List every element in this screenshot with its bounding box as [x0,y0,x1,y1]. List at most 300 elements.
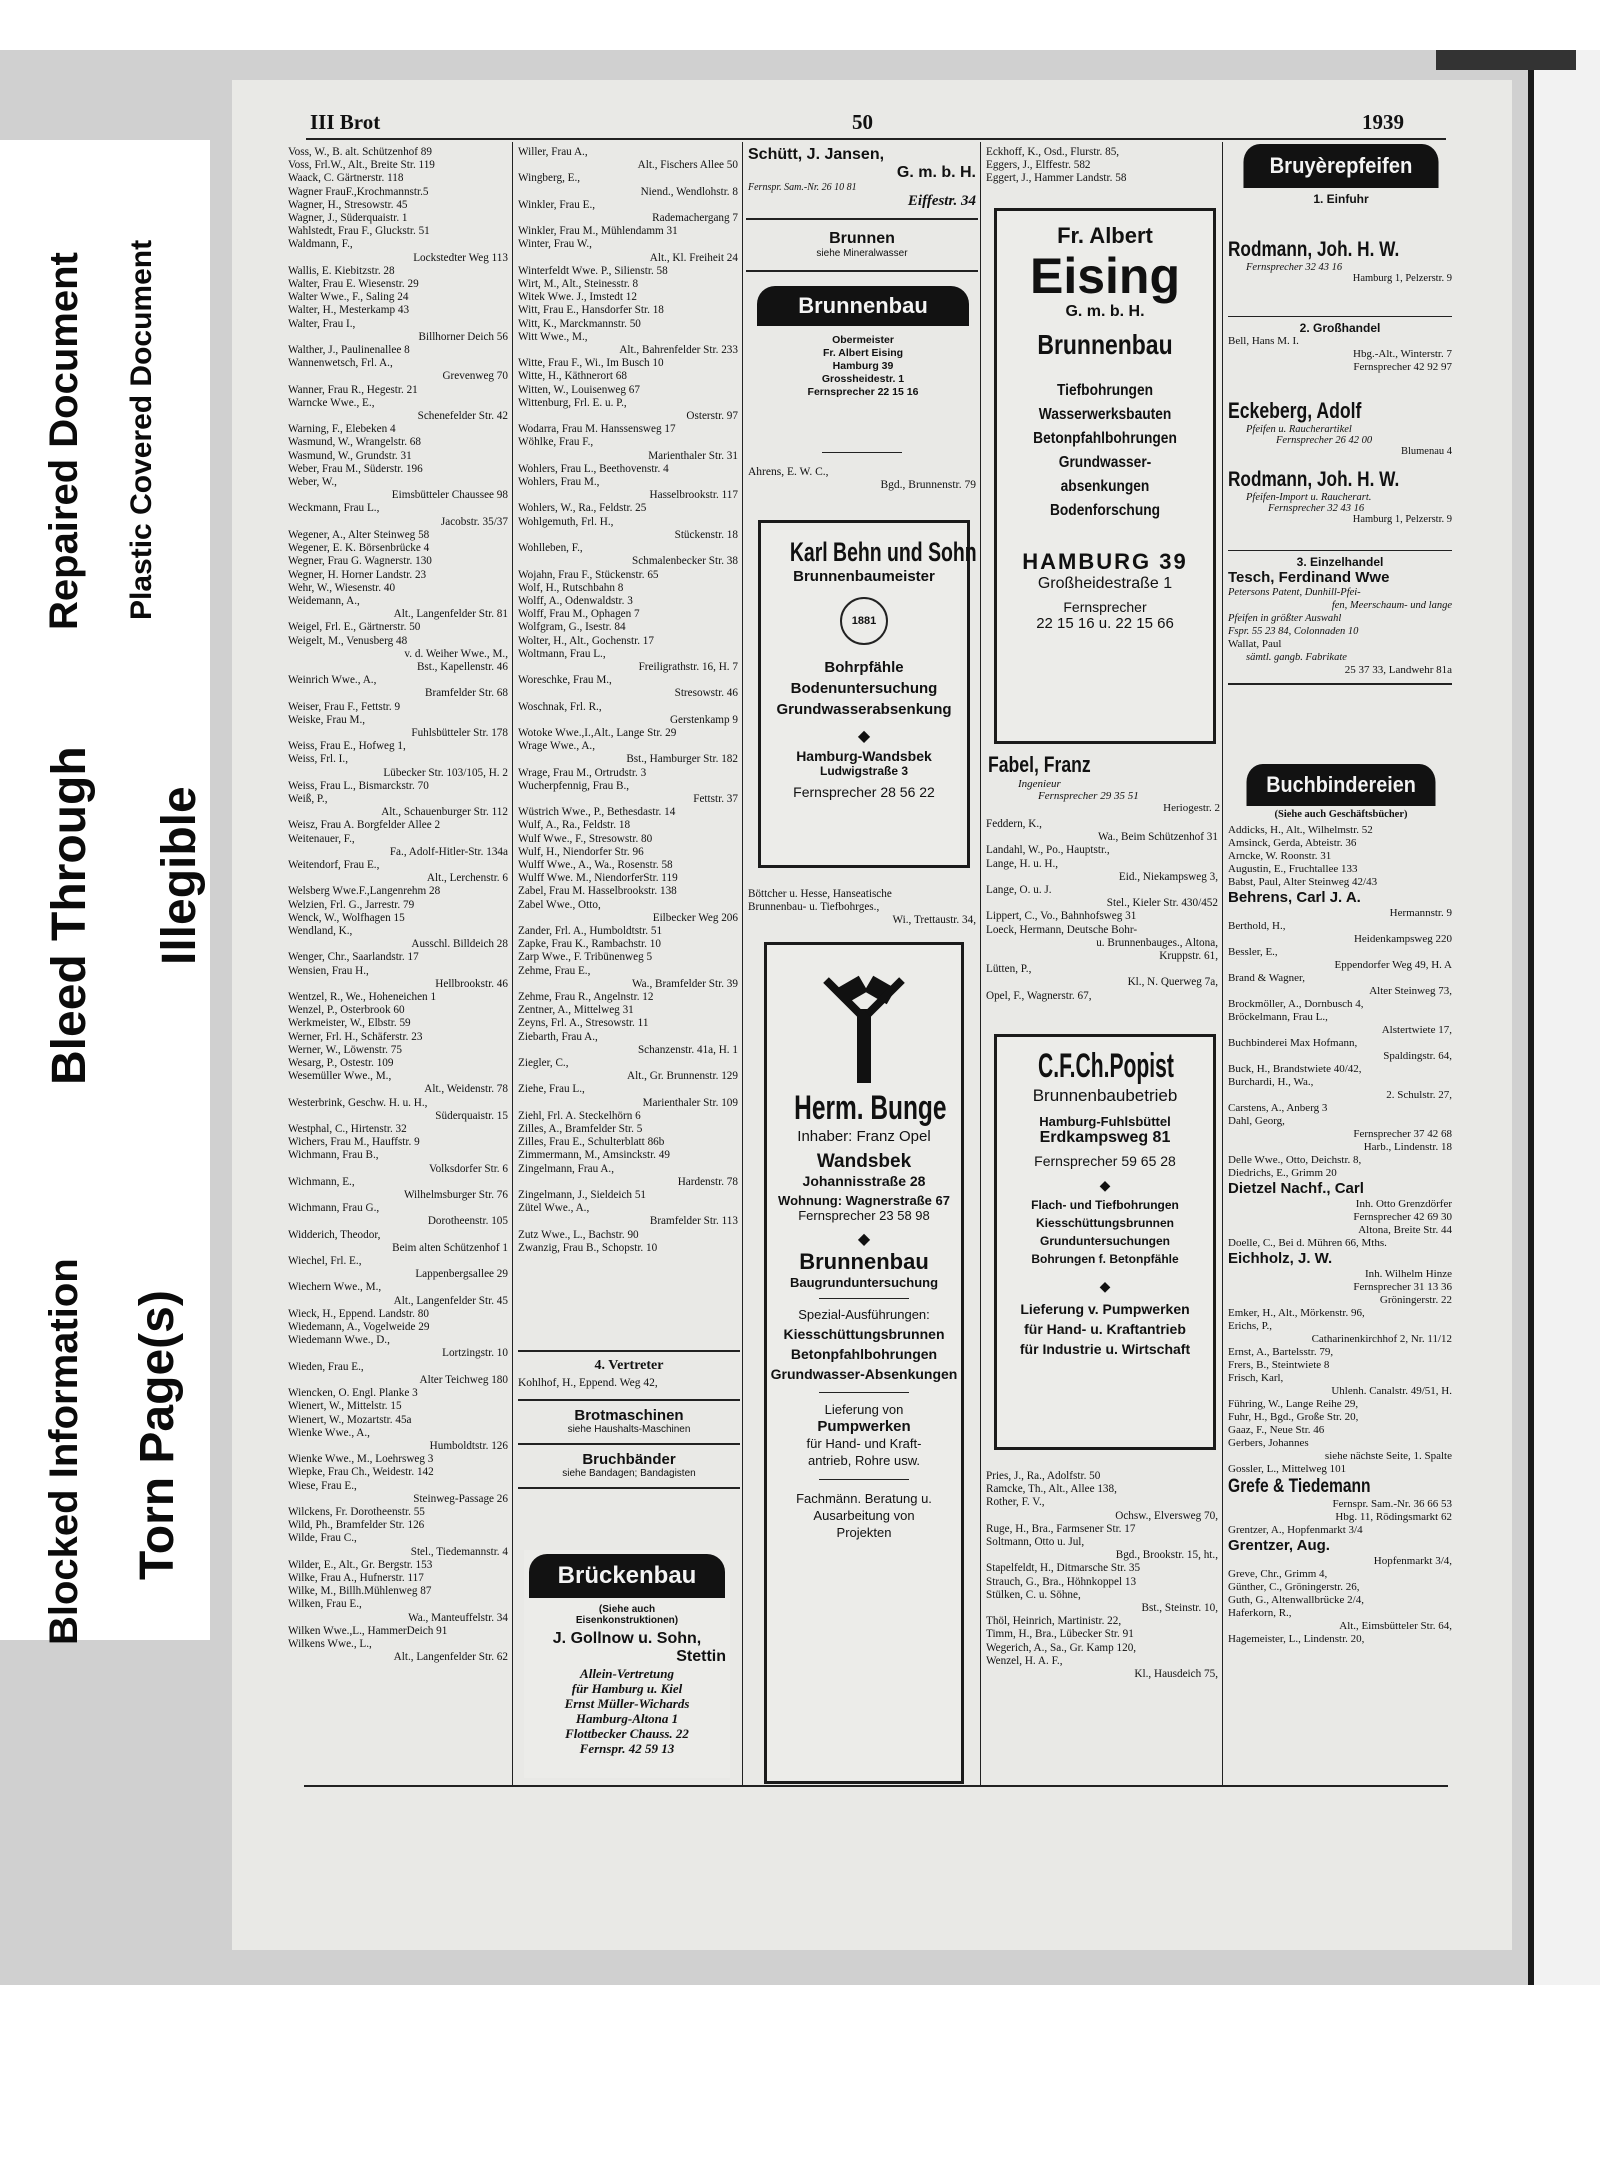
list-item: Walter, Frau I., [288,317,356,330]
list-item: Eid., Niekampsweg 3, [1118,870,1218,883]
list-item: Humboldtstr. 126 [429,1439,508,1452]
list-item: Weiß, P., [288,792,328,805]
grosshandel-section [1228,316,1452,374]
popist-diamond: ◆ [1099,1177,1111,1193]
popist-d1: Lieferung v. Pumpwerken [1020,1301,1190,1317]
eising-s1: Tiefbohrungen [1056,382,1154,399]
list-item: Wingberg, E., [518,172,581,185]
popist-s2: Kiesschüttungsbrunnen [1035,1216,1174,1230]
list-item: Wentzel, R., We., Hoheneichen 1 [288,991,437,1003]
bruecken-firm1: J. Gollnow u. Sohn, [552,1630,702,1647]
ahrens-l2: Bgd., Brunnenstr. 79 [880,479,976,491]
list-item: Zingelmann, J., Sieldeich 51 [518,1189,647,1202]
list-item: Wiechel, Frl. E., [288,1255,362,1268]
section-rule [518,1487,740,1489]
brunnen-title: Brunnen [829,230,895,247]
bunge-f2: Ausarbeitung von [813,1508,915,1523]
list-item: Eggert, J., Hammer Landstr. 58 [986,172,1127,185]
grentzer-name: Grentzer, Aug. [1228,1537,1330,1554]
list-item: Zilles, Frau E., Schulterblatt 86b [518,1136,665,1149]
popist-title: C.F.Ch.Popist [1038,1047,1174,1085]
list-item: Zilles, A., Bramfelder Str. 5 [518,1123,643,1136]
popist-s3: Grunduntersuchungen [1040,1234,1170,1248]
list-item: Alt., Langenfelder Str. 62 [393,1651,508,1664]
list-item: Wilken, Frau E., [288,1598,362,1611]
section-header: III Brot [310,110,381,134]
list-item: Schanzenstr. 41a, H. 1 [637,1043,738,1056]
list-item: Alt., Weidenstr. 78 [424,1083,508,1096]
rodmann1-l1: Fernsprecher 32 43 16 [1246,262,1343,273]
list-item: Volksdorfer Str. 6 [428,1162,508,1175]
list-item: Welzien, Frl. G., Jarrestr. 79 [288,898,415,911]
list-item: Wiedemann, A., Vogelweide 29 [288,1321,430,1334]
directory-page [232,80,1512,1950]
popist-l1: Hamburg-Fuhlsbüttel [1039,1114,1171,1129]
eckeberg-l3: Blumenau 4 [1400,446,1452,457]
list-item: Wirt, M., Alt., Steinesstr. 8 [518,278,639,291]
bunge-d3: für Hand- und Kraft- [806,1436,922,1451]
boettcher-l1: Böttcher u. Hesse, Hanseatische [748,888,892,900]
list-item: Uhlenh. Canalstr. 49/51, H. [1331,1385,1452,1397]
list-item: Willer, Frau A., [518,146,588,158]
list-item: Opel, F., Wagnerstr. 67, [986,989,1092,1002]
list-item: Niend., Wendlohstr. 8 [640,185,738,198]
bb-group-6 [1228,1555,1452,1646]
list-item: Witt, K., Marckmannstr. 50 [518,317,641,330]
list-item: Bgd., Brookstr. 15, ht., [1115,1549,1218,1562]
list-item: Wichmann, E., [288,1175,355,1188]
column-entries-4-top [986,146,1218,190]
short-rule [822,452,902,453]
popist-s4: Bohrungen f. Betonpfähle [1031,1252,1179,1266]
bunge-home: Wohnung: Wagnerstraße 67 [778,1193,950,1208]
list-item: Wagner, H., Stresowstr. 45 [288,198,408,211]
list-item: Hbg.-Alt., Winterstr. 7 [1353,348,1452,360]
list-item: Voss, W., B. alt. Schützenhof 89 [288,146,432,158]
list-item: Gröningerstr. 22 [1379,1294,1452,1306]
list-item: Augustin, E., Fruchtallee 133 [1228,863,1358,875]
boettcher-l3: Wi., Trettaustr. 34, [892,914,976,926]
brunnen-sub: siehe Mineralwasser [816,248,908,259]
bunge-owner: Inhaber: Franz Opel [797,1128,931,1145]
list-item: Stapelfeldt, H., Ditmarsche Str. 35 [986,1562,1141,1575]
list-item: Wichmann, Frau B., [288,1149,379,1162]
list-item: Winkler, Frau E., [518,198,596,211]
list-item: Inh. Wilhelm Hinze [1364,1268,1452,1280]
eckeberg-name: Eckeberg, Adolf [1228,398,1362,423]
bunge-hammers-icon [809,973,919,1083]
schuett-line2: G. m. b. H. [896,164,976,181]
bruecken-firm2: Stettin [676,1648,726,1665]
bruecken-l6: Fernspr. 42 59 13 [579,1741,675,1756]
label-blocked-information: Blocked Information [42,1258,86,1645]
list-item: Witt, Frau E., Hansdorfer Str. 18 [518,304,664,317]
eising-street: Großheidestraße 1 [1037,575,1173,592]
list-item: Buck, H., Brandstwiete 40/42, [1228,1063,1362,1075]
list-item: Bramfelder Str. 113 [649,1215,738,1228]
list-item: Wulff Wwe., A., Wa., Rosenstr. 58 [518,858,673,871]
eckeberg-l2: Fernsprecher 26 42 00 [1276,435,1373,446]
list-item: Weiske, Frau M., [288,713,366,726]
behn-street: Ludwigstraße 3 [819,764,908,778]
list-item: Zeyns, Frl. A., Stresowstr. 11 [518,1017,649,1030]
list-item: Wendland, K., [288,924,353,937]
list-item: Führing, W., Lange Reihe 29, [1228,1398,1359,1410]
list-item: Gossler, L., Mittelweg 101 [1228,1463,1347,1475]
eising-name: Eising [1029,248,1181,304]
bruecken-l1: Allein-Vertretung [580,1666,674,1681]
list-item: Wenger, Chr., Saarlandstr. 17 [288,951,419,964]
adjacent-page-edge [1528,50,1600,1985]
list-item: Wagner FrauF.,Krochmannstr.5 [288,185,429,198]
list-item: Heidenkampsweg 220 [1353,933,1452,945]
ahrens-l1: Ahrens, E. W. C., [748,466,829,478]
list-item: Ziebarth, Frau A., [518,1030,598,1043]
list-item: Wienke Wwe., M., Loehrsweg 3 [288,1453,434,1466]
bruyere-tag: Bruyèrepfeifen [1243,144,1438,188]
fabel-l2: Fernsprecher 29 35 51 [1038,790,1139,802]
list-item: Gerstenkamp 9 [669,713,738,726]
short-rule [819,1479,909,1480]
obermeister-l1: Obermeister [832,334,894,346]
list-item: Wegerich, A., Sa., Gr. Kamp 120, [986,1641,1137,1654]
section-rule [1228,550,1452,551]
list-item: Wittenburg, Frl. E. u. P., [518,396,627,409]
list-item: Alter Teichweg 180 [419,1373,508,1386]
list-item: Lortzingstr. 10 [442,1347,508,1360]
list-item: Wesemüller Wwe., M., [288,1070,392,1083]
list-item: Wichmann, Frau G., [288,1202,380,1215]
list-item: Wilckens, Fr. Dorotheenstr. 55 [288,1505,425,1518]
list-item: Eilbecker Weg 206 [652,911,738,924]
bunge-f3: Projekten [836,1525,892,1540]
list-item: Loeck, Hermann, Deutsche Bohr- [986,923,1138,936]
list-item: Fuhlsbütteler Str. 178 [411,726,508,739]
list-item: Frisch, Karl, [1228,1372,1284,1384]
list-item: Alstertwiete 17, [1381,1024,1452,1036]
boettcher-l2: Brunnenbau- u. Tiefbohrges., [748,901,880,913]
list-item: Delle Wwe., Otto, Deichstr. 8, [1228,1154,1362,1166]
list-item: Weber, W., [288,476,337,489]
bunge-d1: Lieferung von [824,1402,904,1417]
bunge-d4: antrieb, Rohre usw. [807,1453,920,1468]
bruecken-l5: Flottbecker Chauss. 22 [565,1726,689,1741]
list-item: Wodarra, Frau M. Hanssensweg 17 [518,423,676,436]
list-item: Stülken, C. u. Söhne, [986,1588,1081,1601]
bruecken-l4: Hamburg-Altona 1 [575,1711,679,1726]
list-item: Gaaz, F., Neue Str. 46 [1228,1424,1325,1436]
behn-title: Karl Behn und Sohn [789,537,977,567]
list-item: Weckmann, Frau L., [288,502,380,515]
list-item: Fernspr. Sam.-Nr. 36 66 53 [1332,1498,1452,1510]
buchbinder-list [1228,824,1452,1646]
list-item: Wilke, Frau A., Hufnerstr. 117 [288,1571,424,1584]
list-item: Wolfgram, G., Isestr. 84 [518,621,626,634]
list-item: u. Brunnenbauges., Altona, [1096,936,1218,949]
list-item: Zimmermann, M., Amsinckstr. 49 [518,1149,670,1162]
list-item: Zapke, Frau K., Rambachstr. 10 [518,938,661,951]
label-torn-pages: Torn Page(s) [131,1290,184,1580]
list-item: Alter Steinweg 73, [1369,985,1452,997]
schuett-line3: Fernspr. Sam.-Nr. 26 10 81 [748,182,857,193]
list-item: Kl., N. Querweg 7a, [1127,976,1218,989]
list-item: Wohlgemuth, Frl. H., [518,515,614,528]
list-item: Marienthaler Str. 109 [642,1096,738,1109]
bunge-diamond: ◆ [857,1231,871,1248]
karl-behn-ad [758,520,977,868]
popist-s1: Flach- und Tiefbohrungen [1031,1198,1179,1212]
bunge-phone: Fernsprecher 23 58 98 [798,1208,930,1223]
rodmann2-l3: Hamburg 1, Pelzerstr. 9 [1352,514,1452,525]
bb-group-5 [1228,1498,1452,1537]
eising-city: HAMBURG 39 [1022,549,1188,574]
list-item: Schmalenbecker Str. 38 [632,555,738,568]
list-item: Lange, O. u. J. [986,884,1052,897]
list-item: Weitendorf, Frau E., [288,858,380,871]
list-item: Werkmeister, W., Elbstr. 59 [288,1017,411,1030]
list-item: Weidemann, A., [288,594,360,607]
buchbinder-header [1226,764,1456,820]
list-item: Arncke, W. Roonstr. 31 [1228,850,1332,862]
bunge-title: Herm. Bunge [794,1089,947,1127]
eckeberg-entry [1228,398,1452,457]
list-item: Alt., Bahrenfelder Str. 233 [619,344,738,357]
list-item: Süderquaistr. 15 [435,1109,508,1122]
list-item: Witt Wwe., M., [518,330,588,343]
list-item: Wannenwetsch, Frl. A., [288,357,393,370]
label-bleed-through: Bleed Through [43,746,96,1085]
list-item: Alt., Lerchenstr. 6 [426,872,508,885]
page-number: 50 [852,110,873,134]
list-item: Weiss, Frau L., Bismarckstr. 70 [288,779,429,792]
list-item: Zingelmann, Frau A., [518,1162,615,1175]
list-item: fen, Meerschaum- und lange [1331,600,1452,611]
section-rule [518,1443,740,1445]
list-item: Hardenstr. 78 [677,1175,738,1188]
list-item: Fernsprecher 42 92 97 [1353,361,1452,373]
vertreter-entry: Kohlhof, H., Eppend. Weg 42, [518,1377,658,1389]
obermeister-l3: Hamburg 39 [832,360,894,372]
list-item: Witek Wwe. J., Imstedt 12 [518,291,637,304]
bunge-h3: Baugrunduntersuchung [789,1275,939,1290]
list-item: Werner, Frl. H., Schäferstr. 23 [288,1030,423,1043]
bruecken-sub1: (Siehe auch [598,1604,656,1615]
column-rule [980,142,981,1785]
binding-tab [1436,50,1576,70]
list-item: Bell, Hans M. I. [1228,335,1299,347]
list-item: Hellbrookstr. 46 [435,977,508,990]
list-item: Wucherpfennig, Frau B., [518,779,630,792]
list-item: Babst, Paul, Alter Steinweg 42/43 [1228,876,1378,888]
list-item: Westerbrink, Geschw. H. u. H., [288,1096,428,1109]
list-item: Alt., Langenfelder Str. 81 [393,608,508,621]
bb-group-4 [1228,1268,1452,1476]
footer-rule [304,1785,1448,1787]
column-entries-4-bottom [986,1470,1218,1782]
list-item: Wegner, Frau G. Wagnerstr. 130 [288,555,432,568]
list-item: Wenzel, P., Osterbrook 60 [288,1004,405,1017]
fabel-entry [988,752,1220,814]
list-item: Inh. Otto Grenzdörfer [1355,1198,1452,1210]
behn-l2: Bodenuntersuchung [790,680,938,697]
schuett-line4: Eiffestr. 34 [907,193,976,209]
list-item: Eppendorfer Weg 49, H. A [1334,959,1452,971]
list-item: Waack, C. Gärtnerstr. 118 [288,172,404,185]
popist-sub: Brunnenbaubetrieb [1032,1086,1178,1105]
list-item: Wilhelmsburger Str. 76 [403,1189,508,1202]
col2-lower-section [518,1350,740,1489]
list-item: Wa., Bramfelder Str. 39 [632,977,738,990]
section-rule [746,218,978,220]
bb-group-1 [1228,824,1452,889]
list-item: Weiss, Frl. I., [288,753,349,766]
list-item: Lappenbergsallee 29 [415,1268,508,1281]
list-item: Witte, H., Käthnerort 68 [518,370,627,383]
list-item: Wienert, W., Mozartstr. 45a [288,1413,412,1426]
list-item: Grentzer, A., Hopfenmarkt 3/4 [1228,1524,1363,1536]
list-item: Wilke, M., Billh.Mühlenweg 87 [288,1585,432,1598]
list-item: Weinrich Wwe., A., [288,674,377,687]
list-item: Gerbers, Johannes [1228,1437,1309,1449]
buchbinder-tag: Buchbindereien [1247,764,1436,806]
behn-sub: Brunnenbaumeister [793,568,935,585]
tesch-name: Tesch, Ferdinand Wwe [1228,569,1390,586]
list-item: Werner, W., Löwenstr. 75 [288,1043,402,1056]
bb-group-3 [1228,1198,1452,1250]
list-item: Fspr. 55 23 84, Colonnaden 10 [1228,626,1359,637]
einfuhr-title: 1. Einfuhr [1313,192,1369,206]
brunnen-heading [746,230,978,259]
list-item: Wesarg, P., Ostestr. 109 [288,1057,394,1070]
list-item: v. d. Weiher Wwe., M., [404,647,508,660]
behn-l3: Grundwasserabsenkung [776,701,952,718]
popist-d3: für Industrie u. Wirtschaft [1019,1341,1191,1357]
list-item: Spaldingstr. 64, [1383,1050,1452,1062]
list-item: Frers, B., Steintwiete 8 [1228,1359,1330,1371]
brueckenbau-ad [524,1550,730,1778]
list-item: Waldmann, F., [288,238,353,251]
list-item: Wa., Beim Schützenhof 31 [1098,831,1218,844]
list-item: Fernsprecher 37 42 68 [1353,1128,1452,1140]
bunge-city: Wandsbek [816,1151,912,1172]
list-item: Welsberg Wwe.F.,Langenrehm 28 [288,885,441,898]
list-item: Wasmund, W., Wrangelstr. 68 [288,436,421,449]
list-item: Warncke Wwe., E., [288,396,375,409]
list-item: Wegener, E. K. Börsenbrücke 4 [288,542,430,555]
list-item: Eimsbütteler Chaussee 98 [391,489,508,502]
bruchbaender-title: Bruchbänder [582,1451,676,1468]
list-item: Wahlstedt, Frau F., Gluckstr. 51 [288,225,430,238]
list-item: Carstens, A., Anberg 3 [1228,1102,1328,1114]
list-item: Wiepke, Frau Ch., Weidestr. 142 [288,1466,434,1479]
list-item: Alt., Langenfelder Str. 45 [393,1294,508,1307]
list-item: Ziegler, C., [518,1057,569,1070]
list-item: Altona, Breite Str. 44 [1358,1224,1452,1236]
section-rule [1228,316,1452,317]
list-item: Fettstr. 37 [693,792,738,805]
bunge-f1: Fachmänn. Beratung u. [796,1491,932,1506]
header-rule [306,138,1446,140]
list-item: Voss, Frl.W., Alt., Breite Str. 119 [288,159,435,172]
fabel-l1: Ingenieur [1018,778,1061,790]
list-item: Doelle, C., Bei d. Mühren 66, Mths. [1228,1237,1387,1249]
eichholz-name: Eichholz, J. W. [1228,1250,1333,1267]
list-item: Berthold, H., [1228,920,1286,932]
vertreter-title: 4. Vertreter [594,1358,664,1373]
list-item: Wilder, E., Alt., Gr. Bergstr. 153 [288,1558,433,1571]
behn-emblem: 1881 [840,597,888,645]
list-item: Catharinenkirchhof 2, Nr. 11/12 [1311,1333,1452,1345]
list-item: Rother, F. V., [986,1496,1045,1509]
list-item: Zehme, Frau R., Angelnstr. 12 [518,991,654,1003]
list-item: Wilken Wwe.,L., HammerDeich 91 [288,1624,448,1637]
bruecken-l3: Ernst Müller-Wichards [564,1696,690,1711]
list-item: Beim alten Schützenhof 1 [392,1241,508,1254]
list-item: Thöl, Heinrich, Martinistr. 22, [986,1615,1122,1628]
list-item: Strauch, G., Bra., Höhnkoppel 13 [986,1575,1137,1588]
list-item: Stel., Kieler Str. 430/452 [1106,897,1218,910]
list-item: Wiese, Frau E., [288,1479,357,1492]
bunge-s3: Grundwasser-Absenkungen [770,1366,958,1382]
brunnenbau-obermeister-ad [754,286,972,399]
list-item: Diedrichs, E., Grimm 20 [1228,1167,1337,1179]
einzelhandel-section [1228,550,1452,685]
list-item: Woreschke, Frau M., [518,674,612,687]
bunge-s2: Betonpfahlbohrungen [790,1346,938,1362]
list-item: Witte, Frau F., Wi., Im Busch 10 [518,357,664,370]
list-item: Zabel Wwe., Otto, [518,898,601,911]
list-item: Stel., Tiedemannstr. 4 [410,1545,508,1558]
list-item: Wohlers, Frau L., Beethovenstr. 4 [518,462,669,475]
bunge-sp: Spezial-Ausführungen: [798,1307,930,1322]
list-item: Billhorner Deich 56 [418,330,508,343]
eising-s5: absenkungen [1060,478,1150,495]
list-item: Wilde, Frau C., [288,1532,357,1545]
list-item: Ruge, H., Bra., Farmsener Str. 17 [986,1522,1136,1535]
section-rule [1228,683,1452,685]
eising-s4: Grundwasser- [1058,454,1152,471]
list-item: Walther, J., Paulinenallee 8 [288,344,410,357]
list-item: Landahl, W., Po., Hauptstr., [986,844,1110,857]
list-item: Wulff Wwe. M., NiendorferStr. 119 [518,872,678,885]
list-item: Wulf, A., Ra., Feldstr. 18 [518,819,631,832]
popist-l2: Erdkampsweg 81 [1039,1129,1171,1146]
list-item: Widderich, Theodor, [288,1228,381,1241]
list-item: Eckhoff, K., Osd., Flurstr. 85, [986,146,1120,158]
behn-l1: Bohrpfähle [824,659,904,676]
list-item: Wulf Wwe., F., Stresowstr. 80 [518,832,653,845]
list-item: Ziehl, Frl. A. Steckelhörn 6 [518,1109,641,1122]
label-plastic-covered: Plastic Covered Document [125,239,158,620]
rodmann1-name: Rodmann, Joh. H. W. [1228,238,1400,261]
list-item: Woschnak, Frl. R., [518,700,602,713]
list-item: Fernsprecher 31 13 36 [1353,1281,1452,1293]
rodmann-1 [1228,238,1452,284]
list-item: Fuhr, H., Bgd., Große Str. 20, [1228,1411,1359,1423]
eising-bb: Brunnenbau [1037,329,1173,360]
column-rule [1222,142,1223,1785]
list-item: Hopfenmarkt 3/4, [1373,1555,1452,1567]
eising-s6: Bodenforschung [1049,502,1161,519]
list-item: Alt., Fischers Allee 50 [637,159,738,172]
obermeister-l4: Grossheidestr. 1 [821,373,905,385]
schuett-line1: Schütt, J. Jansen, [748,146,885,163]
list-item: Wensien, Frau H., [288,964,369,977]
list-item: Wehr, W., Wiesenstr. 40 [288,581,396,594]
bb-group-2 [1228,907,1452,1180]
list-item: Marienthaler Str. 31 [648,449,738,462]
list-item: Wieden, Frau E., [288,1360,364,1373]
